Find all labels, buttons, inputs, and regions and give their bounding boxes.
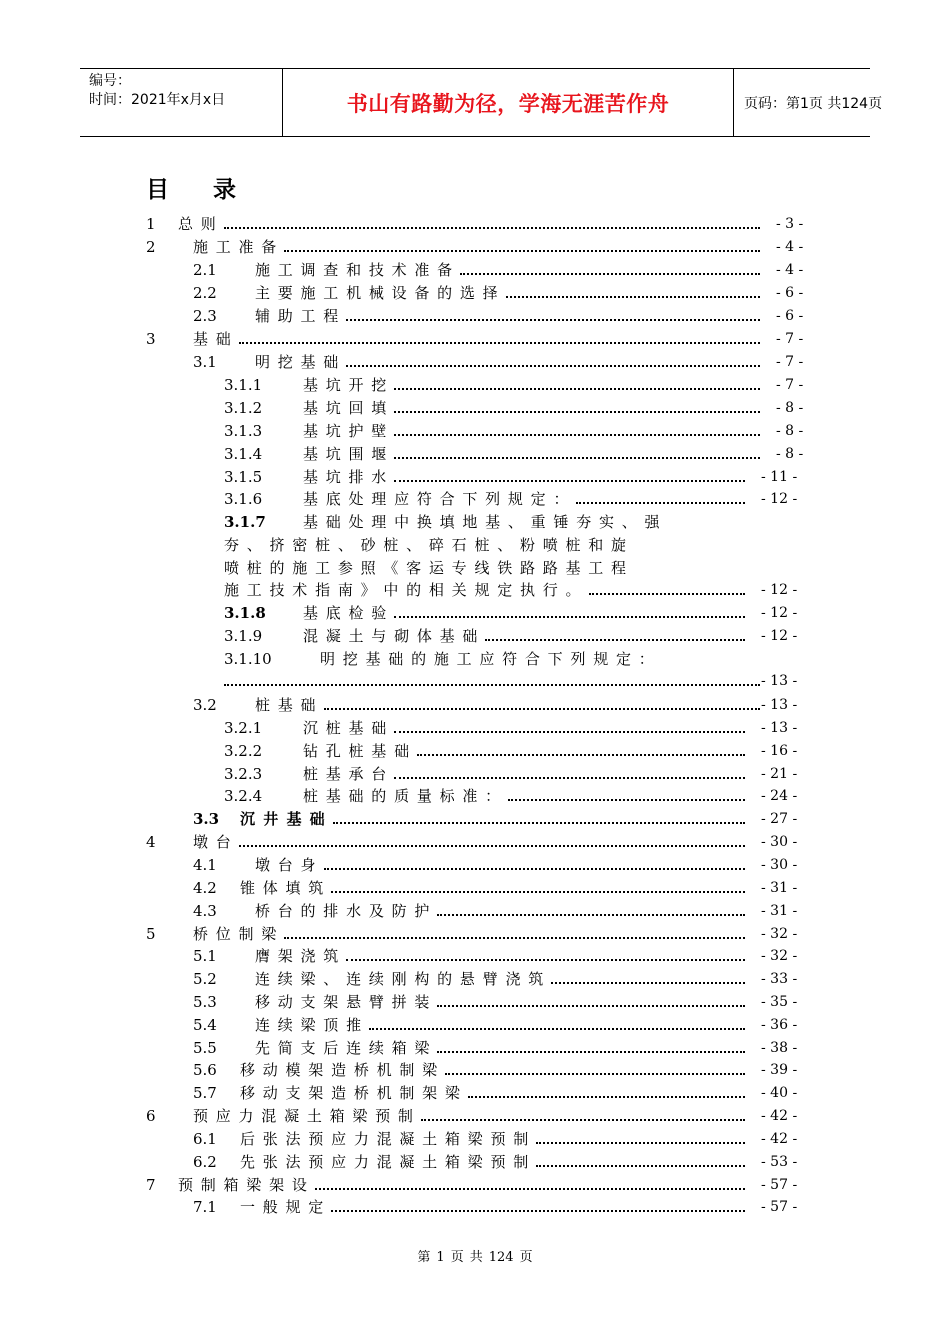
toc-dot-leader — [437, 914, 745, 916]
toc-entry-title: 夯 、 挤 密 桩 、 砂 桩 、 碎 石 桩 、 粉 喷 桩 和 旋 — [224, 536, 627, 554]
toc-entry-number: 3.3 — [193, 810, 220, 828]
toc-entry-page: - 57 - — [761, 1177, 798, 1193]
page-header — [80, 68, 883, 137]
toc-entry-title: 先 简 支 后 连 续 箱 梁 — [255, 1039, 430, 1057]
toc-entry[interactable] — [0, 603, 950, 623]
toc-entry[interactable] — [0, 671, 950, 691]
toc-dot-leader — [468, 1096, 745, 1098]
footer-page-number: 1 — [436, 1250, 445, 1265]
header-motto-cell — [282, 69, 734, 136]
toc-entry-page: - 53 - — [761, 1154, 798, 1170]
page-footer — [0, 1246, 950, 1265]
toc-entry-number: 5 — [146, 925, 156, 943]
toc-entry[interactable] — [0, 306, 950, 326]
toc-entry-number: 6 — [146, 1107, 156, 1125]
header-number-label: 编号： — [89, 73, 131, 89]
toc-entry[interactable] — [0, 695, 950, 715]
toc-entry-number: 5.4 — [193, 1016, 217, 1034]
toc-entry-number: 1 — [146, 215, 156, 233]
toc-entry-number: 2.3 — [193, 307, 217, 325]
toc-entry-page: - 4 - — [776, 239, 804, 255]
toc-dot-leader — [506, 296, 760, 298]
toc-entry-page: - 32 - — [761, 926, 798, 942]
toc-entry-page: - 13 - — [761, 720, 798, 736]
toc-dot-leader — [394, 777, 745, 779]
toc-dot-leader — [589, 593, 745, 595]
toc-entry-page: - 57 - — [761, 1199, 798, 1215]
toc-entry[interactable] — [0, 901, 950, 921]
toc-entry-title: 施 工 调 查 和 技 术 准 备 — [255, 261, 453, 279]
toc-entry[interactable] — [0, 1175, 950, 1195]
toc-entry[interactable] — [0, 718, 950, 738]
toc-entry-number: 5.6 — [193, 1061, 217, 1079]
toc-entry-page: - 7 - — [776, 331, 804, 347]
toc-entry-title: 明 挖 基 础 — [255, 353, 339, 371]
toc-entry-page: - 35 - — [761, 994, 798, 1010]
toc-dot-leader — [324, 708, 760, 710]
toc-entry-title: 主 要 施 工 机 械 设 备 的 选 择 — [255, 284, 498, 302]
toc-dot-leader — [331, 891, 745, 893]
toc-entry-number: 3.1.6 — [224, 490, 263, 508]
toc-entry[interactable] — [0, 375, 950, 395]
toc-entry-number: 4.2 — [193, 879, 217, 897]
toc-entry-title: 基 坑 围 堰 — [303, 445, 387, 463]
toc-entry-title: 桥 位 制 梁 — [193, 925, 277, 943]
toc-entry-number: 3.1.10 — [224, 650, 272, 668]
toc-dot-leader — [331, 1210, 745, 1212]
toc-entry-number: 3.2 — [193, 696, 217, 714]
toc-entry-title: 钻 孔 桩 基 础 — [303, 742, 410, 760]
toc-entry-title: 基 坑 排 水 — [303, 468, 387, 486]
toc-entry-page: - 30 - — [761, 857, 798, 873]
toc-entry-page: - 8 - — [776, 446, 804, 462]
toc-entry[interactable] — [0, 398, 950, 418]
toc-dot-leader — [508, 799, 745, 801]
toc-entry-title: 基 底 处 理 应 符 合 下 列 规 定 ： — [303, 490, 569, 508]
toc-entry-number: 3.1.3 — [224, 422, 263, 440]
toc-entry-page: - 8 - — [776, 423, 804, 439]
toc-dot-leader — [437, 1005, 745, 1007]
toc-entry[interactable] — [0, 626, 950, 646]
toc-dot-leader — [394, 480, 745, 482]
toc-dot-leader — [394, 388, 760, 390]
toc-dot-leader — [445, 1073, 745, 1075]
header-meta — [80, 69, 282, 136]
toc-entry-page: - 32 - — [761, 948, 798, 964]
toc-entry[interactable] — [0, 352, 950, 372]
header-date-label: 时间：2021年x月x日 — [89, 92, 226, 108]
toc-entry-page: - 21 - — [761, 766, 798, 782]
toc-entry[interactable] — [0, 1106, 950, 1126]
toc-entry-title: 桩 基 础 的 质 量 标 准 ： — [303, 787, 501, 805]
toc-entry-title: 墩 台 身 — [255, 856, 316, 874]
toc-entry-title: 喷 桩 的 施 工 参 照 《 客 运 专 线 铁 路 路 基 工 程 — [224, 559, 627, 577]
toc-dot-leader — [369, 1028, 745, 1030]
toc-entry-page: - 12 - — [761, 628, 798, 644]
toc-entry-page: - 3 - — [776, 216, 804, 232]
toc-entry-number: 4.1 — [193, 856, 217, 874]
toc-entry-page: - 6 - — [776, 308, 804, 324]
toc-entry-number: 2 — [146, 238, 156, 256]
toc-entry-number: 5.7 — [193, 1084, 217, 1102]
toc-entry-title: 墩 台 — [193, 833, 231, 851]
toc-entry[interactable] — [0, 741, 950, 761]
toc-dot-leader — [346, 319, 760, 321]
toc-entry[interactable] — [0, 1197, 950, 1217]
toc-entry-title: 连 续 梁 顶 推 — [255, 1016, 362, 1034]
toc-entry[interactable] — [0, 878, 950, 898]
toc-dot-leader — [239, 342, 760, 344]
toc-entry-number: 2.2 — [193, 284, 217, 302]
toc-entry-title: 锥 体 填 筑 — [240, 879, 324, 897]
toc-entry-page: - 8 - — [776, 400, 804, 416]
toc-entry[interactable] — [0, 924, 950, 944]
toc-dot-leader — [485, 639, 745, 641]
toc-entry[interactable] — [0, 786, 950, 806]
toc-entry[interactable] — [0, 855, 950, 875]
toc-entry-number: 4.3 — [193, 902, 217, 920]
toc-entry[interactable] — [0, 969, 950, 989]
toc-entry-number: 3.1.4 — [224, 445, 263, 463]
toc-entry-page: - 16 - — [761, 743, 798, 759]
toc-entry-number: 3.1.8 — [224, 604, 266, 622]
toc-entry-title: 基 坑 护 壁 — [303, 422, 387, 440]
toc-entry-page: - 33 - — [761, 971, 798, 987]
toc-entry-number: 3.1 — [193, 353, 217, 371]
toc-entry-title: 总 则 — [178, 215, 216, 233]
toc-entry[interactable] — [0, 283, 950, 303]
toc-entry[interactable] — [0, 214, 950, 234]
toc-entry-page: - 24 - — [761, 788, 798, 804]
toc-entry-title: 桥 台 的 排 水 及 防 护 — [255, 902, 430, 920]
toc-entry-number: 3.1.9 — [224, 627, 263, 645]
toc-dot-leader — [346, 959, 745, 961]
toc-entry-number: 5.1 — [193, 947, 217, 965]
toc-entry-number: 3.2.4 — [224, 787, 263, 805]
toc-entry[interactable] — [0, 1015, 950, 1035]
toc-entry-number: 3.2.1 — [224, 719, 263, 737]
toc-entry-number: 6.1 — [193, 1130, 217, 1148]
toc-entry-page: - 12 - — [761, 605, 798, 621]
toc-entry[interactable] — [0, 467, 950, 487]
toc-entry-page: - 27 - — [761, 811, 798, 827]
toc-dot-leader — [324, 868, 745, 870]
toc-entry-page: - 11 - — [761, 469, 798, 485]
toc-entry-number: 5.5 — [193, 1039, 217, 1057]
toc-entry-title: 桩 基 础 — [255, 696, 316, 714]
toc-entry[interactable] — [0, 1152, 950, 1172]
toc-dot-leader — [224, 684, 760, 686]
toc-entry[interactable] — [0, 1129, 950, 1149]
toc-dot-leader — [460, 273, 760, 275]
toc-entry-page: - 13 - — [761, 697, 798, 713]
toc-entry-title: 辅 助 工 程 — [255, 307, 339, 325]
toc-entry[interactable] — [0, 1083, 950, 1103]
toc-entry-number: 5.2 — [193, 970, 217, 988]
toc-entry-page: - 39 - — [761, 1062, 798, 1078]
toc-entry-number: 3.1.5 — [224, 468, 263, 486]
toc-entry-page: - 12 - — [761, 491, 798, 507]
toc-entry-page: - 38 - — [761, 1040, 798, 1056]
toc-entry[interactable] — [0, 260, 950, 280]
toc-entry-title: 移 动 支 架 悬 臂 拼 装 — [255, 993, 430, 1011]
footer-word-di: 第 — [417, 1250, 431, 1265]
toc-entry[interactable] — [0, 946, 950, 966]
toc-entry-page: - 12 - — [761, 582, 798, 598]
toc-entry[interactable] — [0, 649, 950, 669]
toc-entry[interactable] — [0, 421, 950, 441]
toc-entry-title: 明 挖 基 础 的 施 工 应 符 合 下 列 规 定 ： — [320, 650, 654, 668]
toc-entry[interactable] — [0, 512, 950, 532]
toc-dot-leader — [417, 754, 745, 756]
toc-entry-title: 桩 基 承 台 — [303, 765, 387, 783]
header-page-info: 页码：第1页 共124页 — [744, 95, 883, 112]
toc-dot-leader — [421, 1119, 745, 1121]
toc-dot-leader — [394, 434, 760, 436]
header-motto: 书山有路勤为径，学海无涯苦作舟 — [346, 90, 670, 116]
toc-entry[interactable] — [0, 1060, 950, 1080]
toc-entry-title: 预 应 力 混 凝 土 箱 梁 预 制 — [193, 1107, 413, 1125]
toc-entry-title: 移 动 支 架 造 桥 机 制 架 梁 — [240, 1084, 460, 1102]
toc-entry-title: 连 续 梁 、 连 续 刚 构 的 悬 臂 浇 筑 — [255, 970, 544, 988]
toc-entry[interactable] — [0, 535, 950, 555]
toc-entry-title: 先 张 法 预 应 力 混 凝 土 箱 梁 预 制 — [240, 1153, 529, 1171]
toc-dot-leader — [437, 1051, 745, 1053]
toc-entry-title: 后 张 法 预 应 力 混 凝 土 箱 梁 预 制 — [240, 1130, 529, 1148]
toc-entry-number: 2.1 — [193, 261, 217, 279]
toc-entry-page: - 31 - — [761, 903, 798, 919]
toc-entry-title: 施 工 准 备 — [193, 238, 277, 256]
toc-entry-page: - 6 - — [776, 285, 804, 301]
toc-entry-number: 3 — [146, 330, 156, 348]
toc-dot-leader — [394, 411, 760, 413]
toc-dot-leader — [284, 937, 745, 939]
toc-dot-leader — [224, 227, 760, 229]
toc-entry[interactable] — [0, 992, 950, 1012]
toc-dot-leader — [239, 845, 745, 847]
toc-entry-number: 6.2 — [193, 1153, 217, 1171]
toc-entry-page: - 13 - — [761, 673, 798, 689]
toc-entry-number: 4 — [146, 833, 156, 851]
toc-entry[interactable] — [0, 237, 950, 257]
toc-entry-title: 移 动 模 架 造 桥 机 制 梁 — [240, 1061, 438, 1079]
toc-dot-leader — [346, 365, 760, 367]
toc-entry-title: 基 坑 回 填 — [303, 399, 387, 417]
toc-entry[interactable] — [0, 764, 950, 784]
toc-entry-number: 3.1.1 — [224, 376, 263, 394]
toc-entry-page: - 42 - — [761, 1108, 798, 1124]
toc-entry-number: 3.2.3 — [224, 765, 263, 783]
toc-entry-title: 基 础 处 理 中 换 填 地 基 、 重 锤 夯 实 、 强 — [303, 513, 660, 531]
toc-entry[interactable] — [0, 558, 950, 578]
toc-entry-number: 3.1.7 — [224, 513, 266, 531]
toc-entry-page: - 30 - — [761, 834, 798, 850]
toc-entry-title: 混 凝 土 与 砌 体 基 础 — [303, 627, 478, 645]
toc-entry-page: - 40 - — [761, 1085, 798, 1101]
toc-entry[interactable] — [0, 329, 950, 349]
toc-dot-leader — [333, 822, 745, 824]
toc-dot-leader — [394, 731, 745, 733]
toc-entry-page: - 7 - — [776, 377, 804, 393]
toc-entry[interactable] — [0, 444, 950, 464]
toc-entry-number: 5.3 — [193, 993, 217, 1011]
toc-entry-title: 基 础 — [193, 330, 231, 348]
toc-dot-leader — [284, 250, 760, 252]
footer-word-gong: 共 — [469, 1250, 483, 1265]
toc-entry-page: - 7 - — [776, 354, 804, 370]
toc-entry-title: 施 工 技 术 指 南 》 中 的 相 关 规 定 执 行 。 — [224, 581, 581, 599]
toc-dot-leader — [576, 502, 745, 504]
toc-entry[interactable] — [0, 489, 950, 509]
toc-entry-number: 3.2.2 — [224, 742, 263, 760]
footer-word-ye: 页 — [450, 1250, 464, 1265]
toc-dot-leader — [315, 1188, 745, 1190]
toc-entry[interactable] — [0, 832, 950, 852]
toc-entry-page: - 36 - — [761, 1017, 798, 1033]
toc-entry-title: 预 制 箱 梁 架 设 — [178, 1176, 307, 1194]
toc-entry-title: 膺 架 浇 筑 — [255, 947, 339, 965]
toc-entry-number: 7.1 — [193, 1198, 217, 1216]
toc-entry-page: - 42 - — [761, 1131, 798, 1147]
toc-entry-title: 沉 桩 基 础 — [303, 719, 387, 737]
toc-dot-leader — [394, 457, 760, 459]
toc-entry-title: 基 底 检 验 — [303, 604, 387, 622]
toc-entry[interactable] — [0, 1038, 950, 1058]
footer-word-ye2: 页 — [519, 1250, 533, 1265]
toc-entry-number: 7 — [146, 1176, 156, 1194]
toc-dot-leader — [551, 982, 745, 984]
toc-dot-leader — [536, 1142, 745, 1144]
toc-entry[interactable] — [0, 580, 950, 600]
toc-dot-leader — [536, 1165, 745, 1167]
toc-dot-leader — [394, 616, 745, 618]
toc-entry-title: 一 般 规 定 — [240, 1198, 324, 1216]
footer-total-pages: 124 — [488, 1250, 514, 1265]
toc-title: 目录 — [146, 176, 280, 203]
toc-entry[interactable] — [0, 809, 950, 829]
toc-entry-title: 基 坑 开 挖 — [303, 376, 387, 394]
toc-entry-page: - 4 - — [776, 262, 804, 278]
toc-entry-title: 沉 井 基 础 — [240, 810, 325, 828]
toc-entry-number: 3.1.2 — [224, 399, 263, 417]
toc-entry-page: - 31 - — [761, 880, 798, 896]
